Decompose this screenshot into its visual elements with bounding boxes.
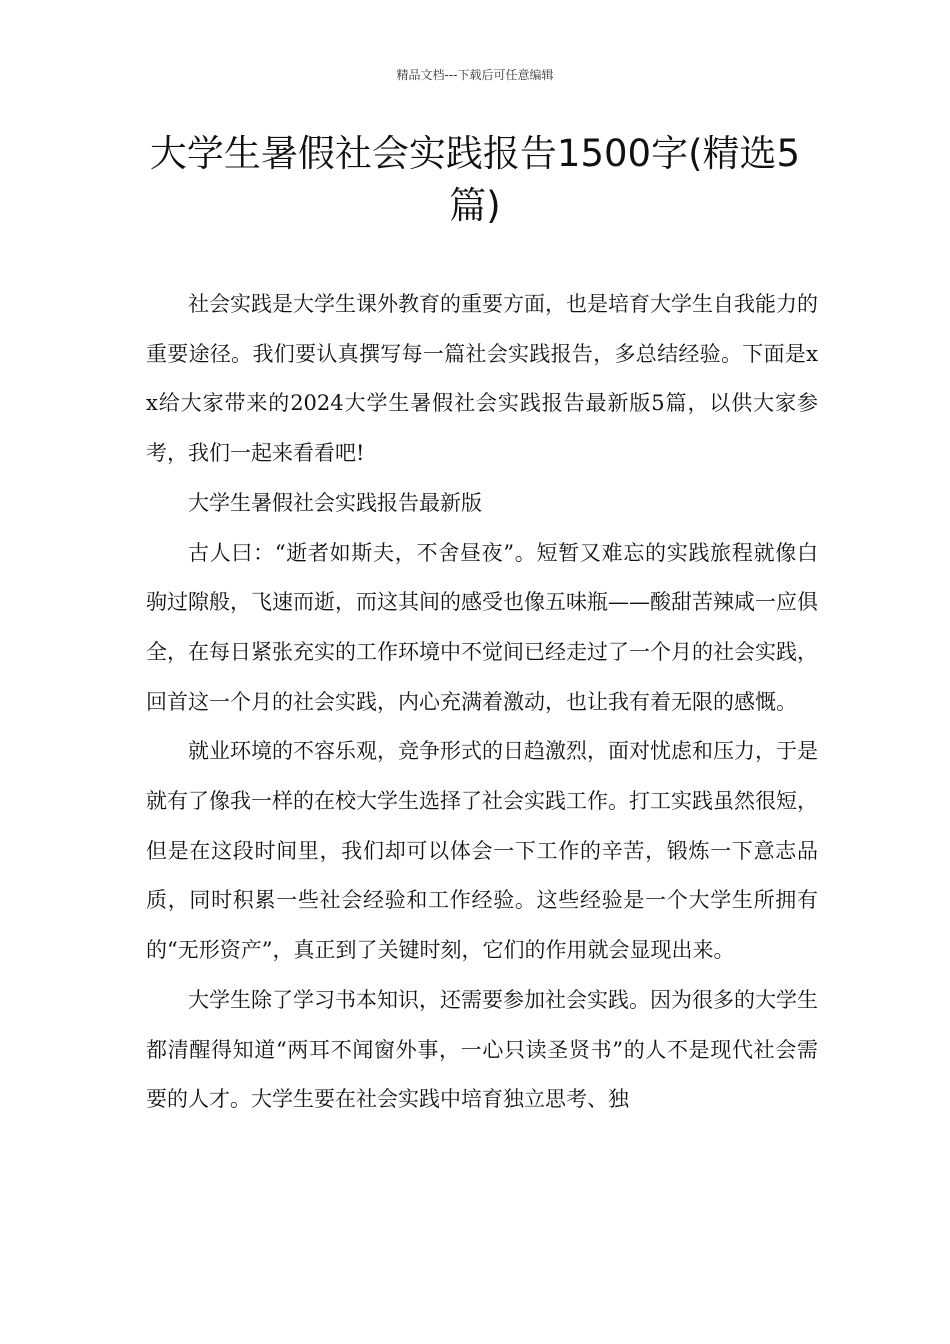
body-paragraph: 就业环境的不容乐观，竞争形式的日趋激烈，面对忧虑和压力，于是就有了像我一样的在校大学生选择了社会实践工作。打工实践虽然很短，但是在这段时间里，我们却可以体会一下工作的辛苦，锻炼一下意志品质，同时积累一些社会经验和工作经验。这些经验是一个大学生所拥有的“无形资产”，真正到了关键时刻，它们的作用就会显现出来。 — [146, 739, 818, 963]
header-note: 精品文档---下载后可任意编辑 — [396, 68, 554, 82]
intro-paragraph: 社会实践是大学生课外教育的重要方面，也是培育大学生自我能力的重要途径。我们要认真撰写每一篇社会实践报告，多总结经验。下面是xx给大家带来的2024大学生暑假社会实践报告最新版5篇，以供大家参考，我们一起来看看吧! — [146, 292, 818, 466]
document-body — [146, 280, 818, 1125]
body-paragraph: 古人曰：“逝者如斯夫，不舍昼夜”。短暂又难忘的实践旅程就像白驹过隙般，飞速而逝，而这其间的感受也像五味瓶——酸甜苦辣咸一应俱全，在每日紧张充实的工作环境中不觉间已经走过了一个月的社会实践，回首这一个月的社会实践，内心充满着激动，也让我有着无限的感慨。 — [146, 540, 818, 714]
document-title: 大学生暑假社会实践报告1500字(精选5篇) — [149, 132, 801, 227]
body-paragraph: 大学生除了学习书本知识，还需要参加社会实践。因为很多的大学生都清醒得知道“两耳不闻窗外事，一心只读圣贤书”的人不是现代社会需要的人才。大学生要在社会实践中培育独立思考、独 — [146, 987, 818, 1112]
section-heading: 大学生暑假社会实践报告最新版 — [188, 490, 482, 515]
